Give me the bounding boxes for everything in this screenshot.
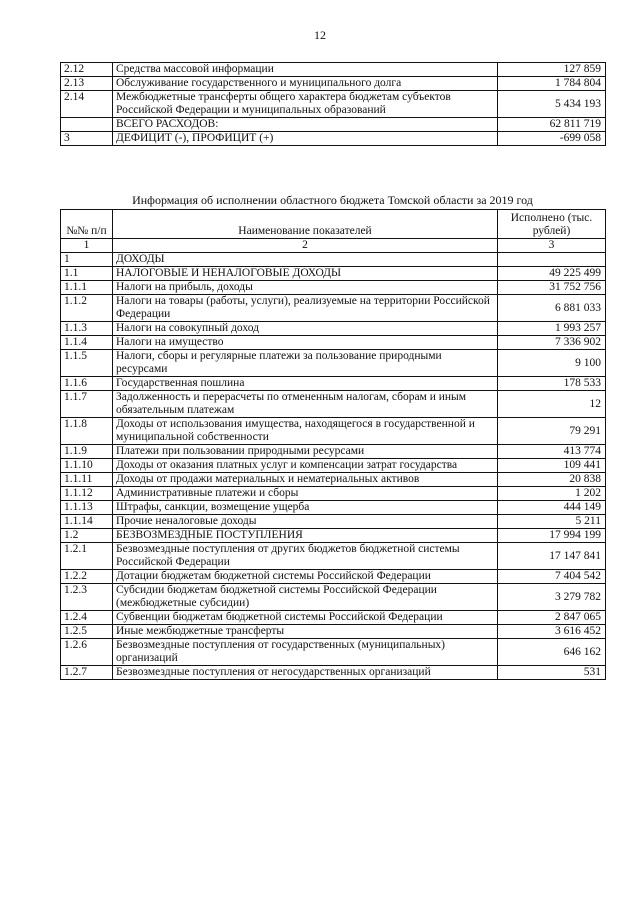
row-number: 2.14 — [61, 91, 113, 118]
row-value: 7 404 542 — [498, 570, 606, 584]
row-value: 20 838 — [498, 473, 606, 487]
row-number: 1.1.9 — [61, 445, 113, 459]
row-value: 2 847 065 — [498, 611, 606, 625]
table-row — [61, 377, 606, 391]
expenses-table — [60, 62, 606, 146]
row-number: 2.12 — [61, 63, 113, 77]
row-name: Задолженность и перерасчеты по отмененным налогам, сборам и иным обязательным платежам — [113, 391, 498, 418]
row-number: 2.13 — [61, 77, 113, 91]
row-name: Налоги, сборы и регулярные платежи за пользование природными ресурсами — [113, 350, 498, 377]
budget-execution-table — [60, 209, 606, 680]
table-row — [61, 473, 606, 487]
row-value: 62 811 719 — [498, 118, 606, 132]
row-name: Субвенции бюджетам бюджетной системы Российской Федерации — [113, 611, 498, 625]
row-number: 1.2.4 — [61, 611, 113, 625]
row-name: Государственная пошлина — [113, 377, 498, 391]
row-name: Субсидии бюджетам бюджетной системы Российской Федерации (межбюджетные субсидии) — [113, 584, 498, 611]
table-row — [61, 281, 606, 295]
row-name: Средства массовой информации — [113, 63, 498, 77]
row-name: НАЛОГОВЫЕ И НЕНАЛОГОВЫЕ ДОХОДЫ — [113, 267, 498, 281]
row-name: Дотации бюджетам бюджетной системы Российской Федерации — [113, 570, 498, 584]
row-value: 9 100 — [498, 350, 606, 377]
row-value: 531 — [498, 666, 606, 680]
row-value: 17 147 841 — [498, 543, 606, 570]
row-value: 7 336 902 — [498, 336, 606, 350]
row-number: 3 — [61, 132, 113, 146]
table-row — [61, 391, 606, 418]
row-value: 127 859 — [498, 63, 606, 77]
table-row — [61, 570, 606, 584]
table-row — [61, 336, 606, 350]
row-name: Административные платежи и сборы — [113, 487, 498, 501]
row-value — [498, 253, 606, 267]
row-number: 1.2.2 — [61, 570, 113, 584]
row-value: 1 784 804 — [498, 77, 606, 91]
row-name: Безвозмездные поступления от негосударственных организаций — [113, 666, 498, 680]
row-name: ВСЕГО РАСХОДОВ: — [113, 118, 498, 132]
row-number: 1.2.3 — [61, 584, 113, 611]
row-value: 6 881 033 — [498, 295, 606, 322]
row-name: БЕЗВОЗМЕЗДНЫЕ ПОСТУПЛЕНИЯ — [113, 529, 498, 543]
header-num: №№ п/п — [61, 210, 113, 239]
column-number-3: 3 — [498, 239, 606, 253]
row-number: 1.2.1 — [61, 543, 113, 570]
row-number — [61, 118, 113, 132]
row-value: 1 993 257 — [498, 322, 606, 336]
row-number: 1.2.5 — [61, 625, 113, 639]
row-name: Платежи при пользовании природными ресурсами — [113, 445, 498, 459]
row-number: 1.1.12 — [61, 487, 113, 501]
row-name: Доходы от оказания платных услуг и компенсации затрат государства — [113, 459, 498, 473]
table-row — [61, 584, 606, 611]
table-row — [61, 445, 606, 459]
row-number: 1.2 — [61, 529, 113, 543]
table-row — [61, 639, 606, 666]
table-row — [61, 529, 606, 543]
row-number: 1.1.11 — [61, 473, 113, 487]
row-value: 646 162 — [498, 639, 606, 666]
row-name: Прочие неналоговые доходы — [113, 515, 498, 529]
table-row — [61, 515, 606, 529]
table-row — [61, 350, 606, 377]
row-value: 444 149 — [498, 501, 606, 515]
row-name: Налоги на товары (работы, услуги), реализуемые на территории Российской Федерации — [113, 295, 498, 322]
table-row — [61, 267, 606, 281]
row-number: 1.1.10 — [61, 459, 113, 473]
row-name: Доходы от продажи материальных и нематериальных активов — [113, 473, 498, 487]
table-row — [61, 487, 606, 501]
table-row — [61, 63, 606, 77]
row-number: 1.1.13 — [61, 501, 113, 515]
table-row — [61, 77, 606, 91]
row-name: Межбюджетные трансферты общего характера бюджетам субъектов Российской Федерации и муниципальных образований — [113, 91, 498, 118]
row-name: Штрафы, санкции, возмещение ущерба — [113, 501, 498, 515]
row-value: 31 752 756 — [498, 281, 606, 295]
row-number: 1 — [61, 253, 113, 267]
row-name: Доходы от использования имущества, находящегося в государственной и муниципальной собственности — [113, 418, 498, 445]
row-number: 1.1.7 — [61, 391, 113, 418]
table-row — [61, 625, 606, 639]
table-row — [61, 118, 606, 132]
row-value: 49 225 499 — [498, 267, 606, 281]
row-name: ДЕФИЦИТ (-), ПРОФИЦИТ (+) — [113, 132, 498, 146]
row-number: 1.1.8 — [61, 418, 113, 445]
table-row — [61, 459, 606, 473]
column-number-row — [61, 239, 606, 253]
row-name: Налоги на совокупный доход — [113, 322, 498, 336]
row-value: 12 — [498, 391, 606, 418]
row-value: 79 291 — [498, 418, 606, 445]
row-number: 1.1.1 — [61, 281, 113, 295]
row-number: 1.1.2 — [61, 295, 113, 322]
table-row — [61, 418, 606, 445]
row-number: 1.1.5 — [61, 350, 113, 377]
row-value: 17 994 199 — [498, 529, 606, 543]
header-value: Исполнено (тыс. рублей) — [498, 210, 606, 239]
row-value: 109 441 — [498, 459, 606, 473]
header-row — [61, 210, 606, 239]
row-number: 1.1 — [61, 267, 113, 281]
row-name: Безвозмездные поступления от других бюджетов бюджетной системы Российской Федерации — [113, 543, 498, 570]
row-value: -699 058 — [498, 132, 606, 146]
row-number: 1.2.6 — [61, 639, 113, 666]
table-row — [61, 501, 606, 515]
header-name: Наименование показателей — [113, 210, 498, 239]
table-row — [61, 666, 606, 680]
row-number: 1.1.4 — [61, 336, 113, 350]
row-value: 1 202 — [498, 487, 606, 501]
row-value: 5 434 193 — [498, 91, 606, 118]
column-number-1: 1 — [61, 239, 113, 253]
row-value: 3 279 782 — [498, 584, 606, 611]
table-row — [61, 322, 606, 336]
row-number: 1.1.6 — [61, 377, 113, 391]
row-name: Налоги на прибыль, доходы — [113, 281, 498, 295]
table-row — [61, 611, 606, 625]
table-row — [61, 543, 606, 570]
column-number-2: 2 — [113, 239, 498, 253]
table-row — [61, 132, 606, 146]
row-value: 3 616 452 — [498, 625, 606, 639]
row-number: 1.1.14 — [61, 515, 113, 529]
expenses-table-body — [61, 63, 606, 146]
row-name: Обслуживание государственного и муниципального долга — [113, 77, 498, 91]
row-name: Налоги на имущество — [113, 336, 498, 350]
row-name: Иные межбюджетные трансферты — [113, 625, 498, 639]
row-name: ДОХОДЫ — [113, 253, 498, 267]
row-value: 178 533 — [498, 377, 606, 391]
budget-execution-table-body — [61, 253, 606, 680]
table-row — [61, 295, 606, 322]
row-value: 413 774 — [498, 445, 606, 459]
row-number: 1.1.3 — [61, 322, 113, 336]
table-caption: Информация об исполнении областного бюджета Томской области за 2019 год — [132, 193, 533, 207]
table-row — [61, 91, 606, 118]
row-name: Безвозмездные поступления от государственных (муниципальных) организаций — [113, 639, 498, 666]
table-row — [61, 253, 606, 267]
row-number: 1.2.7 — [61, 666, 113, 680]
page-number: 12 — [314, 28, 326, 42]
row-value: 5 211 — [498, 515, 606, 529]
